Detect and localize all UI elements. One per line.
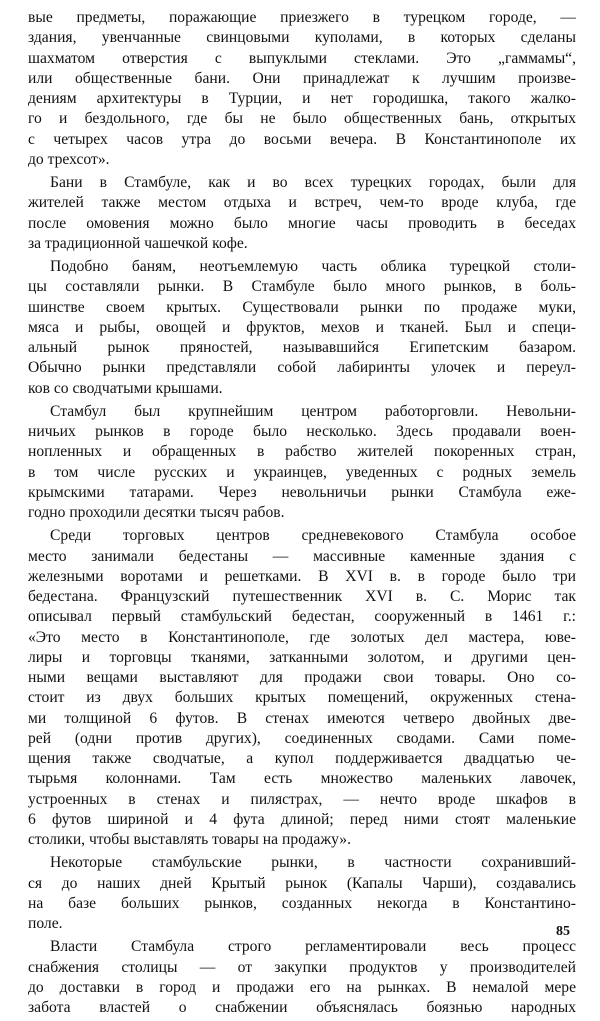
paragraph: [28, 257, 576, 399]
text-line: рей (одни против других), соединенных сводами. Сами поме-: [28, 729, 576, 747]
text-line: мяса и рыбы, овощей и фруктов, мехов и тканей. Был и специ-: [28, 318, 576, 336]
paragraph: [28, 8, 576, 170]
text-line: го и бездольного, где бы не было общественных бань, открытых: [28, 110, 576, 128]
text-line: цы составляли рынки. В Стамбуле было много рынков, в боль-: [28, 278, 576, 296]
text-line: до трехсот».: [28, 150, 110, 168]
paragraph: [28, 402, 576, 524]
text-line: стоит из двух больших крытых помещений, окруженных стена-: [28, 689, 576, 707]
text-line: вые предметы, поражающие приезжего в турецком городе, —: [28, 9, 576, 26]
paragraph: [28, 526, 576, 850]
text-line: Обычно рынки представляли собой лабиринты улочек и переул-: [28, 359, 576, 377]
text-line: здания, увенчанные свинцовыми куполами, в которых сделаны: [28, 29, 576, 47]
text-line: бедестана. Французский путешественник XVI в. С. Морис так: [28, 588, 576, 605]
text-line: забота властей о снабжении объяснялась боязнью народных: [28, 999, 576, 1016]
text-line: тырьмя колоннами. Там есть множество маленьких лавочек,: [28, 770, 576, 788]
text-line: щения также сводчатые, а купол поддерживается двадцатью че-: [28, 750, 576, 767]
text-line: жителей также местом отдыха и встреч, чем-то вроде клуба, где: [28, 194, 576, 212]
text-line: «Это место в Константинополе, где золотых дел мастера, юве-: [28, 628, 576, 646]
text-line: устроенных в стенах и пилястрах, — нечто вроде шкафов в: [28, 790, 576, 808]
text-line: железными воротами и решетками. В XVI в. в городе было три: [28, 567, 576, 585]
text-line: описывал первый стамбульский бедестан, сооруженный в 1461 г.:: [28, 608, 576, 626]
text-line: 6 футов шириной и 4 фута длиной; перед ними стоят маленькие: [28, 810, 576, 828]
text-line: на базе больших рынков, созданных некогда в Константино-: [28, 894, 576, 912]
text-line: годно проходили десятки тысяч рабов.: [28, 504, 285, 521]
text-line: ков со сводчатыми крышами.: [28, 379, 223, 397]
text-line: после омовения можно было многие часы проводить в беседах: [28, 214, 576, 232]
text-line: шинстве своем крытых. Существовали рынки по продаже муки,: [28, 298, 576, 316]
text-line: за традиционной чашечкой кофе.: [28, 234, 248, 252]
page-body: [28, 8, 576, 1021]
text-line: альный рынок пряностей, называвшийся Египетским базаром.: [28, 339, 576, 356]
text-line: дениям архитектуры в Турции, и нет городишка, такого жалко-: [28, 90, 576, 107]
text-line: Среди торговых центров средневекового Стамбула особое: [50, 527, 576, 545]
text-line: Подобно баням, неотъемлемую часть облика турецкой столи-: [50, 258, 576, 275]
text-line: шахматом отверстия с выпуклыми стеклами. Это „гаммамы“,: [28, 49, 576, 67]
text-line: ничьих рынков в городе было несколько. Здесь продавали воен-: [28, 423, 576, 440]
paragraph: [28, 173, 576, 254]
text-line: нопленных и обращенных в рабство жителей покоренных стран,: [28, 443, 576, 461]
text-line: ными вещами выставляют для продажи свои товары. Оно со-: [28, 669, 576, 686]
text-line: место занимали бедестаны — массивные каменные здания с: [28, 547, 576, 565]
text-line: снабжения столицы — от закупки продуктов у производителей: [28, 958, 576, 976]
text-line: столики, чтобы выставлять товары на продажу».: [28, 831, 351, 848]
text-line: поле.: [28, 915, 63, 932]
text-line: с четырех часов утра до восьми вечера. В Константинополе их: [28, 130, 576, 148]
paragraph: [28, 937, 576, 1018]
text-line: Стамбул был крупнейшим центром работорговли. Невольни-: [50, 402, 576, 420]
text-line: крымскими татарами. Через невольничьи рынки Стамбула еже-: [28, 483, 576, 501]
text-line: Власти Стамбула строго регламентировали весь процесс: [50, 938, 576, 956]
text-line: лиры и торговцы тканями, затканными золотом, и другими цен-: [28, 648, 576, 666]
text-line: ся до наших дней Крытый рынок (Капалы Чарши), создавались: [28, 874, 576, 892]
text-line: до доставки в город и продажи его на рынках. В немалой мере: [28, 978, 576, 996]
text-line: ми толщиной 6 футов. В стенах имеются четверо двойных две-: [28, 709, 576, 727]
text-line: Бани в Стамбуле, как и во всех турецких городах, были для: [50, 174, 576, 191]
text-line: или общественные бани. Они принадлежат к лучшим произве-: [28, 69, 576, 87]
text-line: в том числе русских и украинцев, уведенных с родных земель: [28, 463, 576, 481]
page-number: 85: [556, 924, 570, 939]
paragraph: [28, 853, 576, 934]
text-line: Некоторые стамбульские рынки, в частности сохранивший-: [50, 854, 576, 872]
